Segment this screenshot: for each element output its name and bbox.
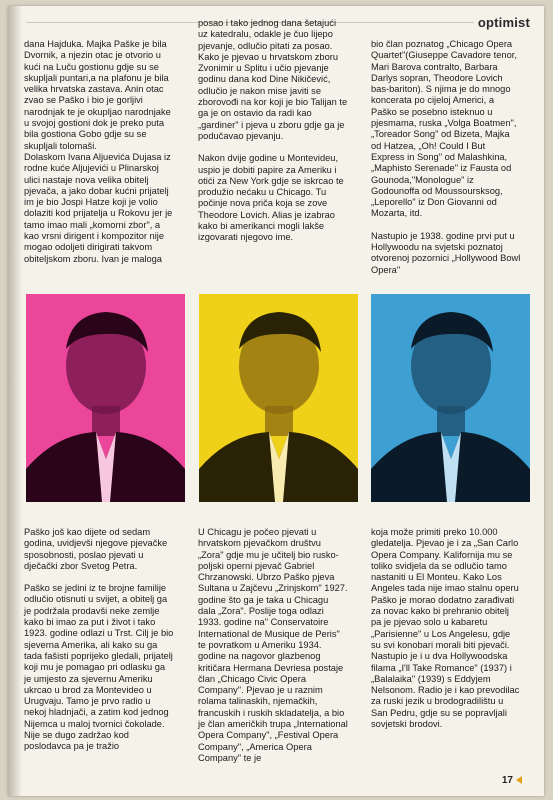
paragraph: bio član poznatog „Chicago Opera Quartet"(Giuseppe Cavadore tenor, Mari Barova contralto, Barbara Darlys sopran, Theodore Lovich bas-bariton). S njima je do mnogo koncerata po cijeloj Americi, a Paško se posebno isteknuo u pjesmama, ruska „Volga Boatmen", „Toreador Song" od Bizeta, Majka od Hatzea, „Oh! Could I But Express in Song" od Malashkina, „Maphisto Serenade" iz Fausta od Gounoda,"Monologue" iz Godounoffa od Moussoursksog, „Leporello" iz Don Giovanni od Mozarta, itd. [371,39,517,219]
portrait-magenta [26,294,185,502]
paragraph: Dolaskom Ivana Aljuevića Dujasa iz rodne kuće Aljujevići u Plinarskoj ulici nastaje nova velika obitelj pjevača, a jako dobar kućni prijatelj im je bio Jospi Hatze koji je volio dolaziti kod prijatelja u Rokovu jer je tamo imao mali „komorni zbor", a kao vrsni dirigent i kompozitor nije mogao odoljeti dirigirati takvom obiteljskom zboru. Ivan je maloga [24,151,173,264]
article-column-1-bottom [24,527,174,764]
magazine-page [8,6,544,796]
triangle-marker-icon [516,776,522,784]
paragraph: Nastupio je 1938. godine prvi put u Hollywoodu na svjetski poznatoj otvorenoj pozornici „Hollywood Bowl Opera" [371,230,521,275]
portrait-yellow [199,294,358,502]
article-column-3-bottom [371,527,521,741]
page-number [502,775,522,786]
article-column-3-top [371,39,521,287]
article-column-2-top [198,18,348,255]
page-number-label: 17 [501,775,513,786]
portrait-cyan-image [371,294,530,502]
article-column-2-bottom [198,527,348,775]
paragraph: U Chicagu je počeo pjevati u hrvatskom pjevačkom društvu „Zora" gdje mu je učitelj bio rusko-poljski operni pjevač Gabriel Chrzanowski. Ubrzo Paško pjeva Sultana u Zajčevu „Zrinjskom" 1927. godine što ga je taka u Chicagu dala „Zora". Poslije toga odlazi 1933. godine na" Conservatoire International de Musique de Peris" te povratkom u Ameriku 1934. godine na nagovor glazbenog kritičara Hermana Devriesa postaje član „Chicago Civic Opera Company". Pjevao je u raznim rolama talinaskih, njemačkih, francuskih i ruskih skladatelja, a bio je član američkih trupa „International Opera Company", „Festival Opera Company", „America Opera Company" te je [198,527,348,763]
paragraph: Paško se jedini iz te brojne familije odlučio otisnuti u svijet, a obitelj ga je podržala prodavši neke zemlje kako bi imao za put i život i tako 1923. godine odlazi u Trst. Cilj je bio sjeverna Amerika, ali kako su ga tada fašisti poprijeko gledali, prijatelj koji mu je pomagao pri odlasku ga je umjesto za sjevernu Ameriku ukrcao u brod za Montevideo u Urugvaju. Tamo je prvo radio u nekoj hladnjači, a zatim kod jednog Nijemca u maloj tvornici čokolade. Nije se dugo zadržao kod poslodavca pa je tražio [24,583,174,752]
paragraph: posao i tako jednog dana šetajući uz katedralu, odakle je čuo lijepo pjevanje, odlučio pitati za posao. Kako je pjevao u hrvatskom zboru Zvonimir u Splitu i učio pjevanje godinu dana kod Dine Nikičević, odlučio je nakon mise javiti se zborovođi na kor koji je bio Talijan te ga je on ostavio da radi kao „gardiner" i pjeva u zboru gdje ga je podučavao pjevanju. [198,18,348,141]
paragraph: dana Hajduka. Majka Paške je bila Dvornik, a njezin otac je otvorio u kući na Luču gostionu gdje su se skupljali puntari,a na plafonu je bila velika hrvatska zastava. Anin otac zvao se Paško i bio je gorljivi narodnjak te je okupljao narodnjake u svojoj gostioni dok je preko puta bila gostiona Gobo gdje su se skupljali tolomaši. [24,39,171,151]
magazine-masthead: optimist [477,15,530,30]
paragraph: Paško još kao dijete od sedam godina, uvidjevši njegove pjevačke sposobnosti, poslao pjevati u dječački zbor Svetog Petra. [24,527,168,571]
article-column-1-top [24,39,174,276]
paragraph: koja može primiti preko 10.000 gledatelja. Pjevao je i za „San Carlo Opera Company. Kalifornija mu se toliko svidjela da se odlučio tamo nastaniti u El Monteu. Kako Los Angeles tada nije imao stalnu operu Paško je morao dodatno zarađivati za novac kako bi prehranio obitelj pa je pjevao solo u kabaretu „Parisienne" u Los Angelesu, gdje su svi konobari morali biti pjevači. Nastupio je i u dva Hollywoodska filama „I'll Take Romance" (1937) i „Balalaika" (1939) s Eddyjem Nelsonom. Radio je i kao prevodilac za ruski jezik u brodogradilištu u San Pedru, gdje su se popravljali sovjetski brodovi. [371,527,520,730]
portrait-magenta-image [26,294,185,502]
page-binding-shadow [8,6,22,796]
portrait-yellow-image [199,294,358,502]
portrait-cyan [371,294,530,502]
paragraph: Nakon dvije godine u Montevideu, uspio je dobiti papire za Ameriku i otići za New York gdje se iskrcao te produžio nećaku u Chicago. Tu počinje nova priča koja se zove Theodore Lovich. Alias je izabrao kako bi amerikanci mogli lakše izgovarati njegovo ime. [198,153,344,243]
